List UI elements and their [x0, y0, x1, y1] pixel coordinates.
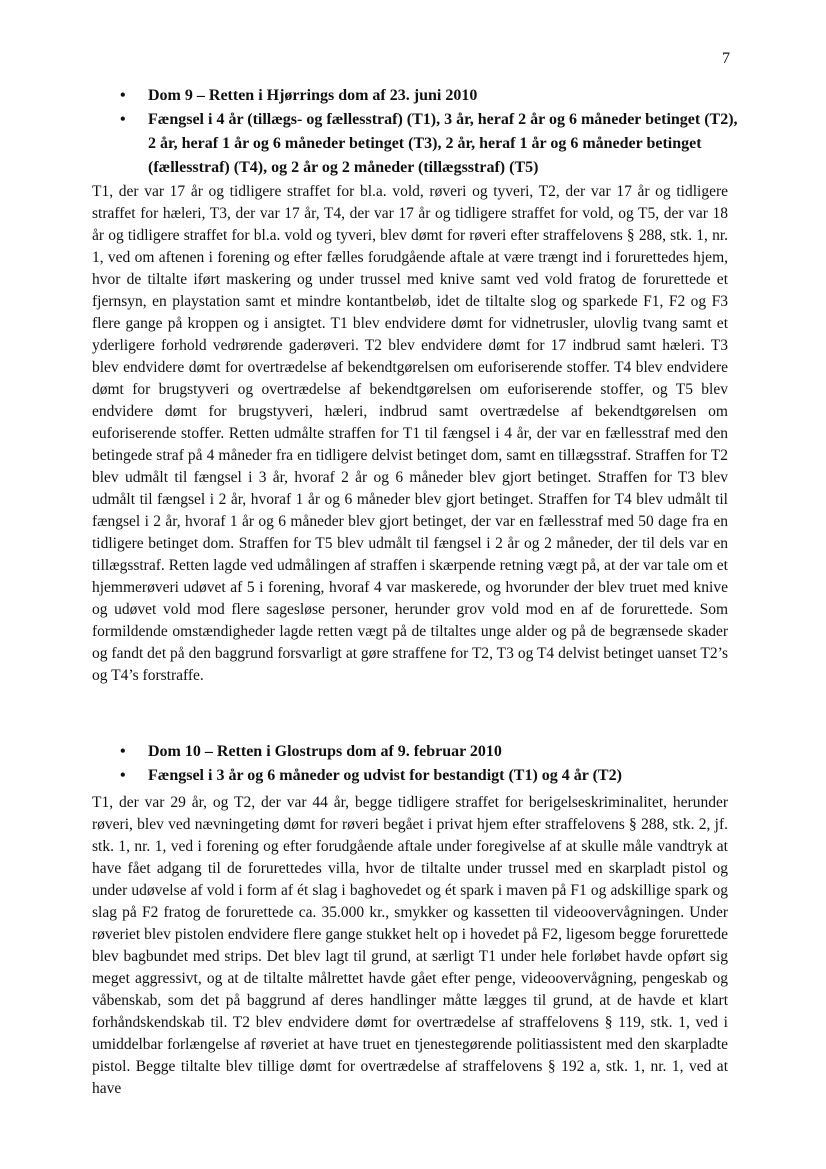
case-9-sentence-text: Fængsel i 4 år (tillægs- og fællesstraf) (T1), 3 år, heraf 2 år og 6 måneder betinget (T2), 2 år, heraf 1 år og 6 måneder betinget (T3), 2 år, heraf 1 år og 6 måneder betinget (fællesstraf) (T4), og 2 år og 2 måneder (tillægsstraf) (T5) — [148, 111, 738, 176]
case-9-sentence — [120, 108, 740, 180]
page-number: 7 — [722, 50, 730, 67]
case-9-title — [120, 84, 740, 108]
bullet-icon: • — [120, 87, 126, 104]
case-9-title-text: Dom 9 – Retten i Hjørrings dom af 23. juni 2010 — [148, 87, 478, 104]
case-10-title — [120, 740, 740, 764]
case-10-title-text: Dom 10 – Retten i Glostrups dom af 9. februar 2010 — [148, 743, 502, 760]
bullet-icon: • — [120, 111, 126, 128]
bullet-icon: • — [120, 743, 126, 760]
bullet-icon: • — [120, 767, 126, 784]
case-10-sentence — [120, 764, 740, 788]
case-10-body: T1, der var 29 år, og T2, der var 44 år, begge tidligere straffet for berigelseskriminalitet, herunder røveri, blev ved nævningeting dømt for røveri begået i privat hjem efter straffelovens § 288, stk. 2, jf. stk. 1, nr. 1, ved i forening og efter forudgående aftale under foregivelse af at skulle måle vandtryk at have fået adgang til de forurettedes villa, hvor de tiltalte under trussel med en skarpladt pistol og under udøvelse af vold i form af ét slag i baghovedet og ét spark i maven på F1 og adskillige spark og slag på F2 fratog de forurettede ca. 35.000 kr., smykker og kassetten til videoovervågningen. Under røveriet blev pistolen endvidere flere gange stukket helt op i hovedet på F2, ligesom begge forurettede blev bagbundet med strips. Det blev lagt til grund, at særligt T1 under hele forløbet havde opført sig meget aggressivt, og at de tiltalte målrettet havde gået efter penge, videoovervågning, pengeskab og våbenskab, som det på baggrund af deres handlinger måtte lægges til grund, at de havde et klart forhåndskendskab til. T2 blev endvidere dømt for overtrædelse af straffelovens § 119, stk. 1, ved i umiddelbar forlængelse af røveriet at have truet en tjenestegørende politiassistent med den skarpladte pistol. Begge tiltalte blev tillige dømt for overtrædelse af straffelovens § 192 a, stk. 1, nr. 1, ved at have — [92, 794, 728, 1097]
case-10-sentence-text: Fængsel i 3 år og 6 måneder og udvist for bestandigt (T1) og 4 år (T2) — [148, 767, 622, 784]
case-10-heading-list — [120, 740, 740, 788]
case-9-body: T1, der var 17 år og tidligere straffet for bl.a. vold, røveri og tyveri, T2, der var 17 år og tidligere straffet for hæleri, T3, der var 17 år, T4, der var 17 år og tidligere straffet for vold, og T5, der var 18 år og tidligere straffet for bl.a. vold og tyveri, blev dømt for røveri efter straffelovens § 288, stk. 1, nr. 1, ved om aftenen i forening og efter fælles forudgående aftale at være trængt ind i forurettedes hjem, hvor de tiltalte iført maskering og under trussel med knive samt ved vold fratog de forurettede et fjernsyn, en playstation samt et mindre kontantbeløb, idet de tiltalte slog og sparkede F1, F2 og F3 flere gange på kroppen og i ansigtet. T1 blev endvidere dømt for vidnetrusler, ulovlig tvang samt et yderligere forhold vedrørende gaderøveri. T2 blev endvidere dømt for 17 indbrud samt hæleri. T3 blev endvidere dømt for overtrædelse af bekendtgørelsen om euforiserende stoffer. T4 blev endvidere dømt for brugstyveri og overtrædelse af bekendtgørelsen om euforiserende stoffer, og T5 blev endvidere dømt for brugstyveri, hæleri, indbrud samt overtrædelse af bekendtgørelsen om euforiserende stoffer. Retten udmålte straffen for T1 til fængsel i 4 år, der var en fællesstraf med den betingede straf på 4 måneder fra en tidligere delvist betinget dom, samt en tillægsstraf. Straffen for T2 blev udmålt til fængsel i 3 år, hvoraf 2 år og 6 måneder blev gjort betinget. Straffen for T3 blev udmålt til fængsel i 2 år, hvoraf 1 år og 6 måneder blev gjort betinget. Straffen for T4 blev udmålt til fængsel i 2 år, hvoraf 1 år og 6 måneder blev gjort betinget, der var en fællesstraf med 50 dage fra en tidligere betinget dom. Straffen for T5 blev udmålt til fængsel i 2 år og 2 måneder, der til dels var en tillægsstraf. Retten lagde ved udmålingen af straffen i skærpende retning vægt på, at der var tale om et hjemmerøveri udøvet af 5 i forening, hvoraf 4 var maskerede, og hvorunder der blev truet med knive og udøvet vold mod flere sagesløse personer, herunder grov vold mod en af de forurettede. Som formildende omstændigheder lagde retten vægt på de tiltaltes unge alder og på de begrænsede skader og fandt det på den baggrund forsvarligt at gøre straffene for T2, T3 og T4 delvist betinget uanset T2’s og T4’s forstraffe. — [92, 183, 728, 684]
case-9-heading-list — [120, 84, 740, 180]
